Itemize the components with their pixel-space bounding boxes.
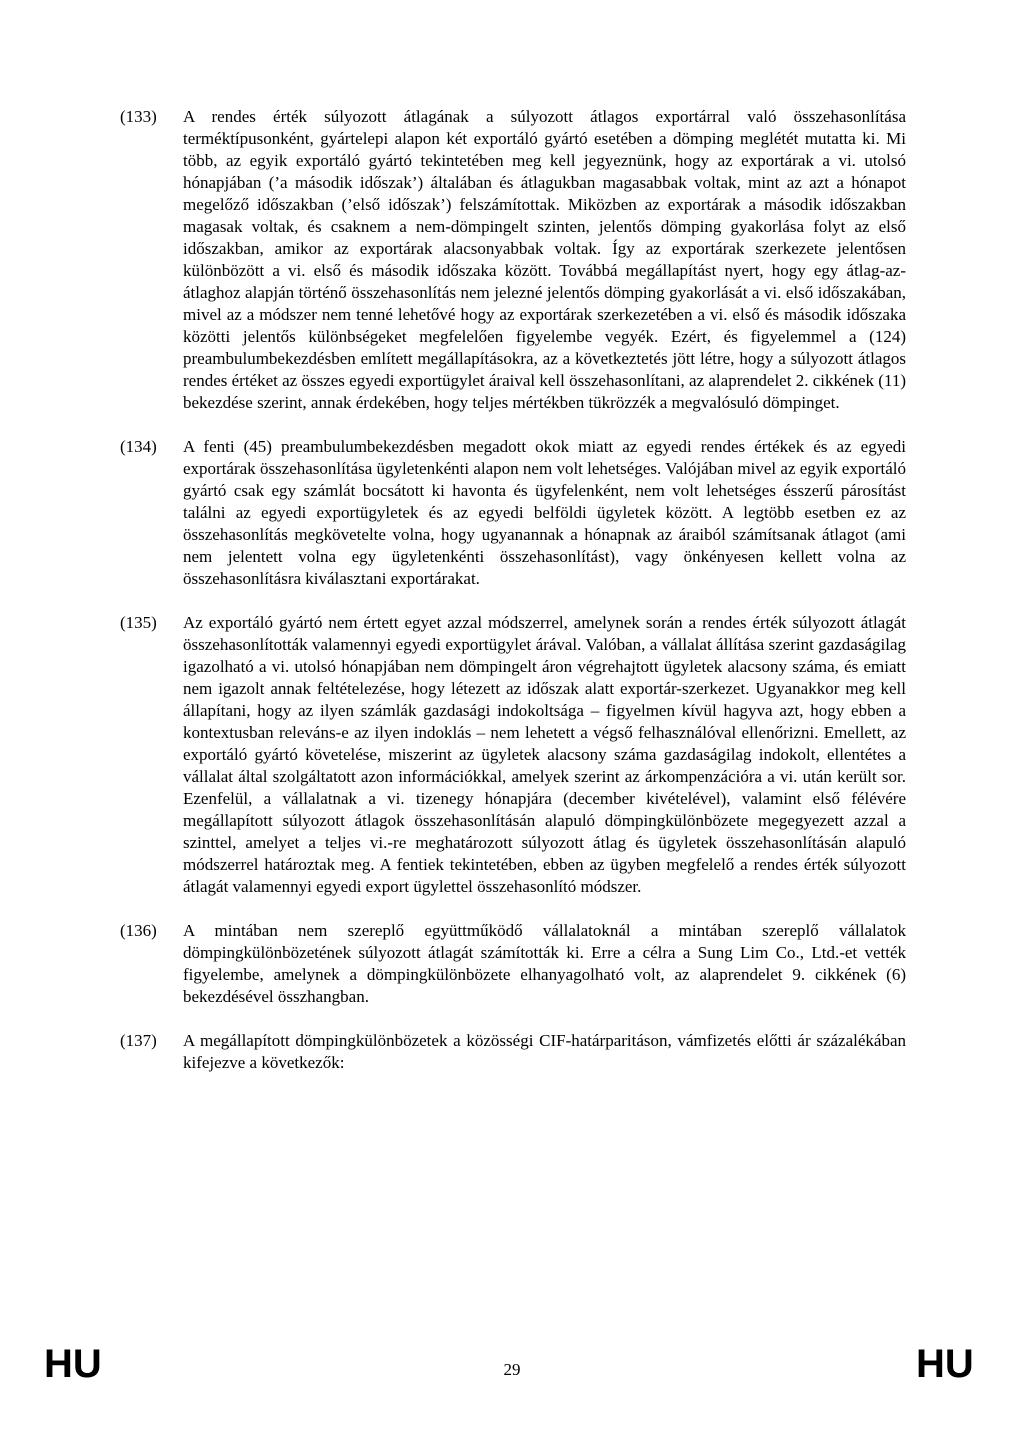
paragraph-text: Az exportáló gyártó nem értett egyet azzal módszerrel, amelynek során a rendes érték súlyozott átlagát összehasonlították valamennyi egyedi exportügylet árával. Valóban, a vállalat állítása szerint gazdaságilag igazolható a vi. utolsó hónapjában nem dömpingelt áron végrehajtott ügyletek alacsony száma, és emiatt nem igazolt annak feltételezése, hogy létezett az időszak alatt exportár-szerkezet. Ugyanakkor meg kell állapítani, hogy az ilyen számlák gazdasági indokoltsága – figyelmen kívül hagyva azt, hogy ebben a kontextusban releváns-e az ilyen indoklás – nem lehetett a végső felhasználóval ellenőrizni. Emellett, az exportáló gyártó követelése, miszerint az ügyletek alacsony száma gazdaságilag indokolt, ellentétes a vállalat által szolgáltatott azon információkkal, amelyek szerint az árkompenzációra a vi. után került sor. Ezenfelül, a vállalatnak a vi. tizenegy hónapjára (december kivételével), valamint első félévére megállapított súlyozott átlagok összehasonlításán alapuló dömpingkülönbözete megegyezett azzal a szinttel, amelyet a teljes vi.-re meghatározott súlyozott átlag és ügyletek összehasonlításán alapuló módszerrel határoztak meg. A fentiek tekintetében, ebben az ügyben megfelelő a rendes érték súlyozott átlagát valamennyi egyedi export ügylettel összehasonlító módszer. <box>183 613 906 896</box>
paragraph-134 <box>120 436 906 590</box>
paragraph-133 <box>120 106 906 414</box>
paragraph-text: A fenti (45) preambulumbekezdésben megadott okok miatt az egyedi rendes értékek és az egyedi exportárak összehasonlítása ügyletenkénti alapon nem volt lehetséges. Valójában mivel az egyik exportáló gyártó csak egy számlát bocsátott ki havonta és ügyfelenként, nem volt lehetséges ésszerű párosítást találni az egyedi exportügyletek és az egyedi belföldi ügyletek között. A legtöbb esetben ez az összehasonlítás megkövetelte volna, hogy ugyanannak a hónapnak az áraiból számítsanak átlagot (ami nem jelentett volna egy ügyletenkénti összehasonlítást), vagy önkényesen kellett volna az összehasonlításra kiválasztani exportárakat. <box>183 437 906 588</box>
page-number: 29 <box>503 1360 521 1379</box>
document-body <box>120 106 906 1096</box>
paragraph-text: A rendes érték súlyozott átlagának a súlyozott átlagos exportárral való összehasonlítása terméktípusonként, gyártelepi alapon két exportáló gyártó esetében a dömping meglétét mutatta ki. Mi több, az egyik exportáló gyártó tekintetében meg kell jegyeznünk, hogy az exportárak a vi. utolsó hónapjában (’a második időszak’) általában és átlagukban magasabbak voltak, mint az azt a hónapot megelőző időszakban (’első időszak’) felszámítottak. Miközben az exportárak a második időszakban magasak voltak, és csaknem a nem-dömpingelt szinten, jelentős dömping gyakorlása folyt az első időszakban, amikor az exportárak alacsonyabbak voltak. Így az exportárak szerkezete jelentősen különbözött a vi. első és második időszaka között. Továbbá megállapítást nyert, hogy egy átlag-az-átlaghoz alapján történő összehasonlítás nem jelezné jelentős dömping gyakorlását a vi. első időszakában, mivel az a módszer nem tenné lehetővé hogy az exportárak szerkezetében a vi. első és második időszaka közötti jelentős különbségeket megfelelően figyelembe vegyék. Ezért, és figyelemmel a (124) preambulumbekezdésben említett megállapításokra, az a következtetés jött létre, hogy a súlyozott átlagos rendes értéket az összes egyedi exportügylet áraival kell összehasonlítani, az alaprendelet 2. cikkének (11) bekezdése szerint, annak érdekében, hogy teljes mértékben tükrözzék a megvalósuló dömpinget. <box>183 107 906 412</box>
paragraph-number: (136) <box>120 921 157 940</box>
paragraph-136 <box>120 920 906 1008</box>
paragraph-text: A megállapított dömpingkülönbözetek a közösségi CIF-határparitáson, vámfizetés előtti ár százalékában kifejezve a következők: <box>183 1031 906 1072</box>
paragraph-135 <box>120 612 906 898</box>
paragraph-137 <box>120 1030 906 1074</box>
paragraph-text: A mintában nem szereplő együttműködő vállalatoknál a mintában szereplő vállalatok dömpingkülönbözetének súlyozott átlagát számították ki. Erre a célra a Sung Lim Co., Ltd.-et vették figyelembe, amelynek a dömpingkülönbözete elhanyagolható volt, az alaprendelet 9. cikkének (6) bekezdésével összhangban. <box>183 921 906 1006</box>
paragraph-number: (133) <box>120 107 157 126</box>
paragraph-number: (135) <box>120 613 157 632</box>
footer-language-code-right: HU <box>916 1342 974 1386</box>
paragraph-number: (137) <box>120 1031 157 1050</box>
paragraph-number: (134) <box>120 437 157 456</box>
footer-language-code-left: HU <box>44 1342 102 1386</box>
